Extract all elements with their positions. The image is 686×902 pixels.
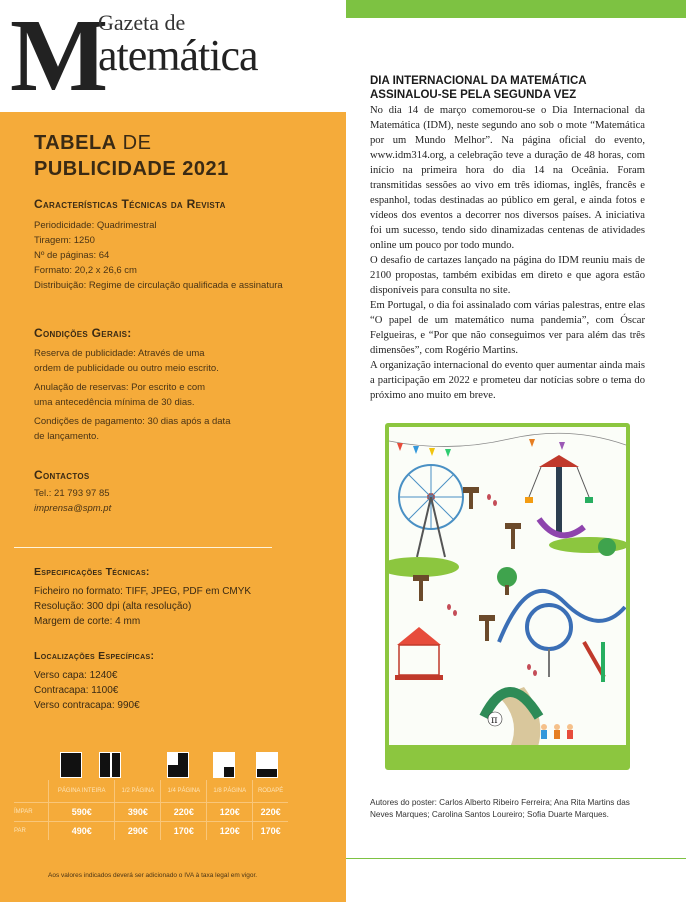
page-title (34, 130, 229, 182)
logo-line1: Gazeta de (98, 10, 186, 35)
half-page-icon (99, 752, 121, 778)
contacts-list (34, 486, 111, 516)
locations-line: Contracapa: 1100€ (34, 685, 119, 696)
tech-line: Nº de páginas: 64 (34, 250, 110, 261)
ferris-wheel-icon (399, 465, 463, 557)
article-paragraph: No dia 14 de março comemorou-se o Dia Internacional da Matemática (IDM), neste segundo ano sob o mote “Matemática por um Mundo Melhor”. Na página oficial do evento, www.idm314.org, a celebração teve a duração de 48 horas, com início na primeira hora do dia 14 na Oceânia. Foram transmitidas sessões ao vivo em três idiomas, inglês, francês e espanhol, todas destinadas ao público em geral, e ainda fotos e vídeos dos eventos a decorrer nos diversos países. A iniciativa foi um sucesso, tendo sido dinamizadas centenas de atividades online um pouco por todo mundo. (370, 105, 645, 251)
locations-heading: Localizações Específicas: (34, 650, 155, 662)
price-cell: 170€ (253, 822, 288, 841)
price-cell: 220€ (253, 803, 288, 822)
tech-line: Distribuição: Regime de circulação qualificada e assinatura (34, 280, 283, 291)
contacts-email[interactable]: imprensa@spm.pt (34, 503, 112, 514)
tech-line: Tiragem: 1250 (34, 235, 95, 246)
top-accent-bar (346, 0, 686, 18)
price-cell: 490€ (49, 822, 115, 841)
row-label: ÍMPAR (14, 803, 49, 822)
article-paragraph: O desafio de cartazes lançado na página do IDM reuniu mais de 2100 propostas, também exibidas em direto e que agora estão disponíveis para consulta no site. (370, 255, 645, 296)
contacts-heading: Contactos (34, 468, 90, 482)
logo-line2: atemática (98, 31, 258, 80)
tech-line: Periodicidade: Quadrimestral (34, 220, 157, 231)
bottom-accent-line (346, 858, 686, 859)
conditions-line: Condições de pagamento: 30 dias após a data (34, 416, 231, 427)
price-cell: 220€ (161, 803, 207, 822)
svg-text:π: π (491, 715, 498, 726)
locations-line: Verso capa: 1240€ (34, 670, 118, 681)
footer-ad-icon (256, 752, 278, 778)
magazine-header (0, 0, 346, 112)
column-header: 1/8 PÁGINA (207, 780, 253, 803)
conditions-heading: Condições Gerais: (34, 326, 132, 340)
title-line2: PUBLICIDADE 2021 (34, 158, 229, 180)
swing-ride-icon (525, 455, 593, 537)
conditions-line: de lançamento. (34, 431, 99, 442)
contacts-phone: Tel.: 21 793 97 85 (34, 488, 110, 499)
price-cell: 120€ (207, 822, 253, 841)
title-word: TABELA (34, 132, 117, 154)
specs-line: Resolução: 300 dpi (alta resolução) (34, 601, 192, 612)
conditions-line: Anulação de reservas: Por escrito e com (34, 382, 206, 393)
conditions-line: ordem de publicidade ou outro meio escrito. (34, 363, 219, 374)
article-paragraph: Em Portugal, o dia foi assinalado com várias palestras, entre elas “O papel de um matemático numa pandemia”, com Óscar Felgueiras, e “Por que não conseguimos ver para além das três dimensões”, com Rogério Martins. (370, 300, 645, 356)
conditions-list (34, 346, 230, 444)
table-row (14, 803, 288, 822)
section-divider (14, 547, 272, 548)
tech-line: Formato: 20,2 x 26,6 cm (34, 265, 137, 276)
column-header: RODAPÉ (253, 780, 288, 803)
tech-list (34, 218, 283, 293)
specs-line: Ficheiro no formato: TIFF, JPEG, PDF em CMYK (34, 586, 252, 597)
tech-heading: Características Técnicas da Revista (34, 197, 226, 211)
poster-image (385, 423, 630, 770)
article-body (370, 103, 645, 403)
article-title: DIA INTERNACIONAL DA MATEMÁTICA ASSINALOU-SE PELA SEGUNDA VEZ (370, 75, 587, 101)
locations-line: Verso contracapa: 990€ (34, 700, 140, 711)
eighth-page-icon (213, 752, 235, 778)
price-cell: 390€ (115, 803, 161, 822)
table-row (14, 822, 288, 841)
price-cell: 120€ (207, 803, 253, 822)
column-header: 1/4 PÁGINA (161, 780, 207, 803)
pi-symbol-icon (488, 712, 502, 726)
poster-credits: Autores do poster: Carlos Alberto Ribeiro Ferreira; Ana Rita Martins das Neves Marques; Carolina Santos Loureiro; Sofia Duarte Marques. (370, 798, 630, 819)
logo-big-letter: M (10, 0, 107, 113)
column-header: 1/2 PÁGINA (115, 780, 161, 803)
specs-heading: Especificações Técnicas: (34, 566, 150, 578)
price-cell: 290€ (115, 822, 161, 841)
price-cell: 170€ (161, 822, 207, 841)
quarter-page-icon (167, 752, 189, 778)
carousel-icon (395, 627, 443, 680)
price-header-row (14, 780, 288, 803)
column-header: PÁGINA INTEIRA (49, 780, 115, 803)
conditions-line: Reserva de publicidade: Através de uma (34, 348, 205, 359)
specs-list (34, 584, 251, 629)
vat-footnote: Aos valores indicados deverá ser adicionado o IVA à taxa legal em vigor. (48, 872, 258, 879)
amusement-park-illustration (389, 427, 626, 766)
row-label: PAR (14, 822, 49, 841)
price-cell: 590€ (49, 803, 115, 822)
full-page-icon (60, 752, 82, 778)
specs-line: Margem de corte: 4 mm (34, 616, 141, 627)
roller-coaster-icon (499, 591, 625, 677)
conditions-line: uma antecedência mínima de 30 dias. (34, 397, 195, 408)
article-paragraph: A organização internacional do evento quer aumentar ainda mais a participação em 2022 e prometeu dar notícias sobre o tema do próximo ano muito em breve. (370, 360, 645, 401)
title-word-light: DE (116, 132, 152, 154)
price-table (14, 780, 288, 840)
locations-list (34, 668, 140, 713)
